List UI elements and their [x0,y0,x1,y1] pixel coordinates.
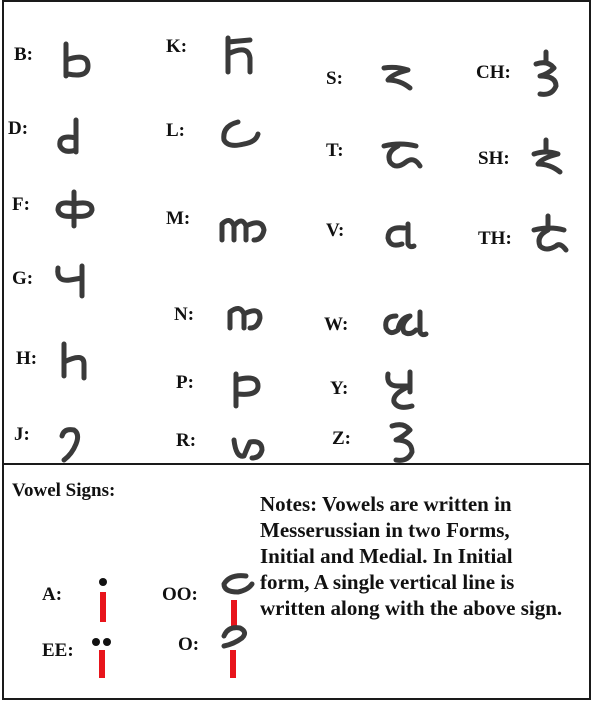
glyph-p [228,368,268,410]
label-h: H: [16,348,38,369]
glyph-n [226,302,266,332]
label-o: O: [178,634,200,655]
glyph-v [382,220,418,252]
label-m: M: [166,208,191,229]
label-sh: SH: [478,148,510,169]
label-y: Y: [330,378,349,399]
glyph-r [228,432,268,462]
label-d: D: [8,118,29,139]
section-divider [2,463,591,465]
glyph-s [380,62,416,94]
dot-icon [99,578,107,586]
label-s: S: [326,68,343,89]
dot-icon [103,638,111,646]
label-l: L: [166,120,185,141]
glyph-t [380,138,426,174]
initial-line [230,650,236,678]
label-b: B: [14,44,33,65]
vowel-signs-heading: Vowel Signs: [12,480,116,501]
glyph-f [52,188,100,230]
label-ch: CH: [476,62,511,83]
glyph-th [530,214,570,258]
label-r: R: [176,430,197,451]
label-j: J: [14,424,30,445]
glyph-ch [530,50,564,100]
label-w: W: [324,314,349,335]
initial-line [100,592,106,622]
label-v: V: [326,220,345,241]
glyph-k [220,36,260,78]
label-oo: OO: [162,584,198,605]
glyph-d [54,118,88,158]
label-th: TH: [478,228,512,249]
glyph-z [386,420,420,466]
glyph-g [52,262,92,302]
glyph-j [56,426,86,462]
notes-text: Notes: Vowels are written in Messerussian in two Forms, Initial and Medial. In Initial form, A single vertical line is written along with the above sign. [260,492,563,620]
glyph-sh [530,138,566,180]
glyph-w [380,308,430,340]
label-k: K: [166,36,188,57]
vowel-ee-sign [90,638,118,678]
dot-icon [92,638,100,646]
label-p: P: [176,372,194,393]
label-a: A: [42,584,63,605]
label-t: T: [326,140,344,161]
initial-line [99,650,105,678]
vowel-a-sign [96,578,116,624]
label-n: N: [174,304,195,325]
label-g: G: [12,268,34,289]
label-z: Z: [332,428,351,449]
vowel-o-sign [216,624,256,678]
glyph-y [382,368,422,414]
glyph-b [58,42,96,82]
glyph-h [56,342,92,382]
label-ee: EE: [42,640,74,661]
glyph-l [218,118,262,152]
label-f: F: [12,194,30,215]
glyph-m [218,214,270,246]
